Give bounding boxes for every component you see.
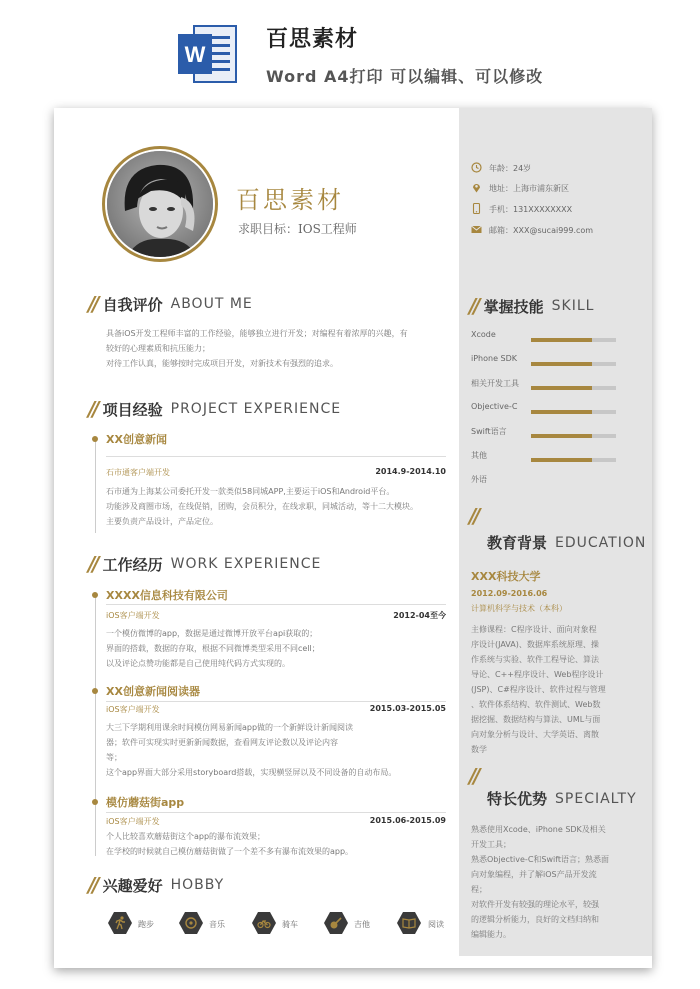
specialty-line: 的逻辑分析能力，良好的文档归纳和 xyxy=(471,915,599,924)
education-line: 向对象分析与设计、大学英语、离散 xyxy=(471,730,599,739)
specialty-line: 熟悉Objective-C和Swift语言；熟悉面 xyxy=(471,855,610,864)
hobby-label: 跑步 xyxy=(138,920,154,929)
resume-sidebar xyxy=(459,108,652,956)
work-title: XXXX信息科技有限公司 xyxy=(106,589,228,602)
section-slash-icon: // xyxy=(469,504,478,528)
section-title-en: EDUCATION xyxy=(555,534,647,551)
section-title-cn: 教育背景 xyxy=(487,534,548,552)
education-line: 数学 xyxy=(471,745,487,754)
section-slash-icon: // xyxy=(88,397,97,421)
section-title-cn: 自我评价 xyxy=(102,295,163,314)
education-courses xyxy=(471,622,647,757)
section-title-cn: 工作经历 xyxy=(102,555,163,574)
section-slash-icon: // xyxy=(469,294,478,318)
work-line: 界面的搭载，数据的存取，根据不同微博类型采用不同cell； xyxy=(106,644,320,653)
contact-phone: 手机：131XXXXXXXX xyxy=(489,205,573,214)
skill-bar-fill xyxy=(531,410,592,414)
section-title-en: WORK EXPERIENCE xyxy=(170,556,322,572)
about-line: 具备iOS开发工程师丰富的工作经验，能够独立进行开发；对编程有着浓厚的兴趣，有 xyxy=(106,329,408,338)
skill-bar-fill xyxy=(531,458,592,462)
about-text xyxy=(106,326,451,371)
banner-title: 百思素材 xyxy=(266,27,359,52)
skill-label: 其他 xyxy=(471,451,487,460)
top-banner xyxy=(0,0,700,105)
skill-bar-fill xyxy=(531,434,592,438)
education-line: (JSP)、C#程序设计、软件过程与管理 xyxy=(471,685,606,694)
work-line: 个人比较喜欢蘑菇街这个app的瀑布流效果； xyxy=(106,832,266,841)
divider xyxy=(106,604,446,605)
section-title-en: SPECIALTY xyxy=(555,790,637,807)
hobby-label: 音乐 xyxy=(209,920,225,929)
skill-bar xyxy=(531,458,616,462)
timeline-dot xyxy=(92,592,98,598)
work-date: 2015.06-2015.09 xyxy=(369,816,446,825)
section-slash-icon: // xyxy=(469,764,478,788)
skill-label: Objective-C xyxy=(471,402,518,411)
word-logo-letter: W xyxy=(184,42,206,67)
section-education-header xyxy=(487,532,646,556)
work-date: 2012-04至今 xyxy=(393,611,446,620)
mail-icon xyxy=(471,224,482,235)
project-title: XX创意新闻 xyxy=(106,433,167,446)
resume-name: 百思素材 xyxy=(236,186,344,214)
phone-icon xyxy=(471,203,482,214)
education-school: XXX科技大学 xyxy=(471,570,541,583)
skill-bar xyxy=(531,434,616,438)
clock-icon xyxy=(471,162,482,173)
skill-bar-fill xyxy=(531,362,592,366)
divider xyxy=(106,812,446,813)
location-pin-icon xyxy=(471,182,482,193)
section-skill-header xyxy=(469,294,594,318)
work-title: XX创意新闻阅读器 xyxy=(106,685,200,698)
hobby-label: 骑车 xyxy=(282,920,298,929)
section-slash-icon: // xyxy=(88,873,97,897)
education-line: 导论、C++程序设计、Web程序设计 xyxy=(471,670,604,679)
section-specialty-slash xyxy=(469,764,484,788)
education-major: 计算机科学与技术（本科） xyxy=(471,604,567,613)
timeline-line xyxy=(95,594,96,856)
section-title-en: HOBBY xyxy=(170,877,225,893)
education-date: 2012.09-2016.06 xyxy=(471,589,548,598)
divider xyxy=(106,456,446,457)
education-line: 主修课程：C程序设计、面向对象程 xyxy=(471,625,597,634)
education-line: 作系统与实验、软件工程导论、算法 xyxy=(471,655,599,664)
section-title-cn: 兴趣爱好 xyxy=(102,876,163,895)
bicycle-icon xyxy=(252,912,276,934)
section-title-cn: 特长优势 xyxy=(487,790,548,808)
resume-main-column xyxy=(54,108,459,956)
work-line: 等； xyxy=(106,753,122,762)
skill-bar xyxy=(531,410,616,414)
section-title-en: SKILL xyxy=(551,298,595,314)
work-description xyxy=(106,829,451,859)
work-role: iOS客户端开发 xyxy=(106,705,160,714)
section-slash-icon: // xyxy=(88,292,97,316)
project-line: 主要负责产品设计，产品定位。 xyxy=(106,517,218,526)
timeline-line xyxy=(95,438,96,533)
timeline-dot xyxy=(92,799,98,805)
timeline-dot xyxy=(92,688,98,694)
work-line: 在学校的时候就自己模仿蘑菇街做了一个差不多有瀑布流效果的app。 xyxy=(106,847,354,856)
project-date: 2014.9-2014.10 xyxy=(375,467,446,476)
skill-bar xyxy=(531,386,616,390)
specialty-line: 熟悉使用Xcode、iPhone SDK及相关 xyxy=(471,825,606,834)
banner-subtitle: Word A4打印 可以编辑、可以修改 xyxy=(266,67,544,86)
section-project-header xyxy=(88,397,341,421)
about-line: 对待工作认真，能够按时完成项目开发，对新技术有强烈的追求。 xyxy=(106,359,338,368)
section-title-en: ABOUT ME xyxy=(170,296,253,312)
project-description xyxy=(106,484,451,529)
section-slash-icon: // xyxy=(88,552,97,576)
work-role: iOS客户端开发 xyxy=(106,817,160,826)
education-line: 序设计(JAVA)、数据库系统原理、操 xyxy=(471,640,599,649)
divider xyxy=(106,701,446,702)
project-role: 石市通客户端开发 xyxy=(106,468,170,477)
work-date: 2015.03-2015.05 xyxy=(369,704,446,713)
skill-bar-fill xyxy=(531,386,592,390)
job-objective: 求职目标：IOS工程师 xyxy=(238,222,357,236)
section-title-cn: 项目经验 xyxy=(102,400,163,419)
section-specialty-header xyxy=(487,788,637,812)
avatar xyxy=(107,151,213,257)
timeline-dot xyxy=(92,436,98,442)
education-line: 、软件体系结构、软件测试、Web数 xyxy=(471,700,601,709)
work-description xyxy=(106,626,451,671)
section-hobby-header xyxy=(88,873,224,897)
skill-label: iPhone SDK xyxy=(471,354,518,363)
hobby-label: 吉他 xyxy=(354,920,370,929)
work-role: iOS客户端开发 xyxy=(106,611,160,620)
word-document-icon xyxy=(176,22,240,86)
skill-bar xyxy=(531,362,616,366)
contact-email: 邮箱：XXX@sucai999.com xyxy=(489,226,594,235)
specialty-text xyxy=(471,822,647,942)
project-line: 石市通为上海某公司委托开发一款类似58同城APP,主要运于iOS和Android平台。 xyxy=(106,487,395,496)
work-line: 这个app界面大部分采用storyboard搭载，实现横竖屏以及不同设备的自动布局。 xyxy=(106,768,397,777)
section-title-en: PROJECT EXPERIENCE xyxy=(170,401,342,417)
skill-label: Swift语言 xyxy=(471,427,507,436)
section-title-cn: 掌握技能 xyxy=(483,297,544,316)
book-icon xyxy=(397,912,421,934)
skill-label: Xcode xyxy=(471,330,496,339)
contact-age: 年龄：24岁 xyxy=(489,164,532,173)
running-icon xyxy=(108,912,132,934)
specialty-line: 开发工具； xyxy=(471,840,511,849)
music-icon xyxy=(179,912,203,934)
skill-label: 外语 xyxy=(471,475,487,484)
section-about-header xyxy=(88,292,253,316)
work-line: 一个模仿微博的app，数据是通过微博开放平台api获取的； xyxy=(106,629,318,638)
specialty-line: 编辑能力。 xyxy=(471,930,511,939)
specialty-line: 对软件开发有较强的理论水平，较强 xyxy=(471,900,599,909)
work-title: 模仿蘑菇街app xyxy=(106,796,185,809)
project-line: 功能涉及商圈市场，在线促销，团购，会员积分，在线求职，同城活动，等十二大模块。 xyxy=(106,502,418,511)
skill-label: 相关开发工具 xyxy=(471,379,519,388)
hobby-label: 阅读 xyxy=(428,920,444,929)
work-line: 大三下学期利用课余时间模仿网易新闻app做的一个新鲜设计新闻阅读 xyxy=(106,723,354,732)
specialty-line: 程； xyxy=(471,885,487,894)
skill-bar-fill xyxy=(531,338,592,342)
section-education-slash xyxy=(469,504,484,528)
about-line: 较好的心理素质和抗压能力； xyxy=(106,344,210,353)
section-work-header xyxy=(88,552,321,576)
work-line: 器；软件可实现实时更新新闻数据，查看网友评论数以及评论内容 xyxy=(106,738,338,747)
work-description xyxy=(106,720,451,780)
work-line: 以及评论点赞功能都是自己使用纯代码方式实现的。 xyxy=(106,659,290,668)
specialty-line: 向对象编程，并了解iOS产品开发流 xyxy=(471,870,597,879)
skill-bar xyxy=(531,338,616,342)
guitar-icon xyxy=(324,912,348,934)
contact-address: 地址：上海市浦东新区 xyxy=(489,184,569,193)
education-line: 据挖掘、数据结构与算法、UML与面 xyxy=(471,715,601,724)
